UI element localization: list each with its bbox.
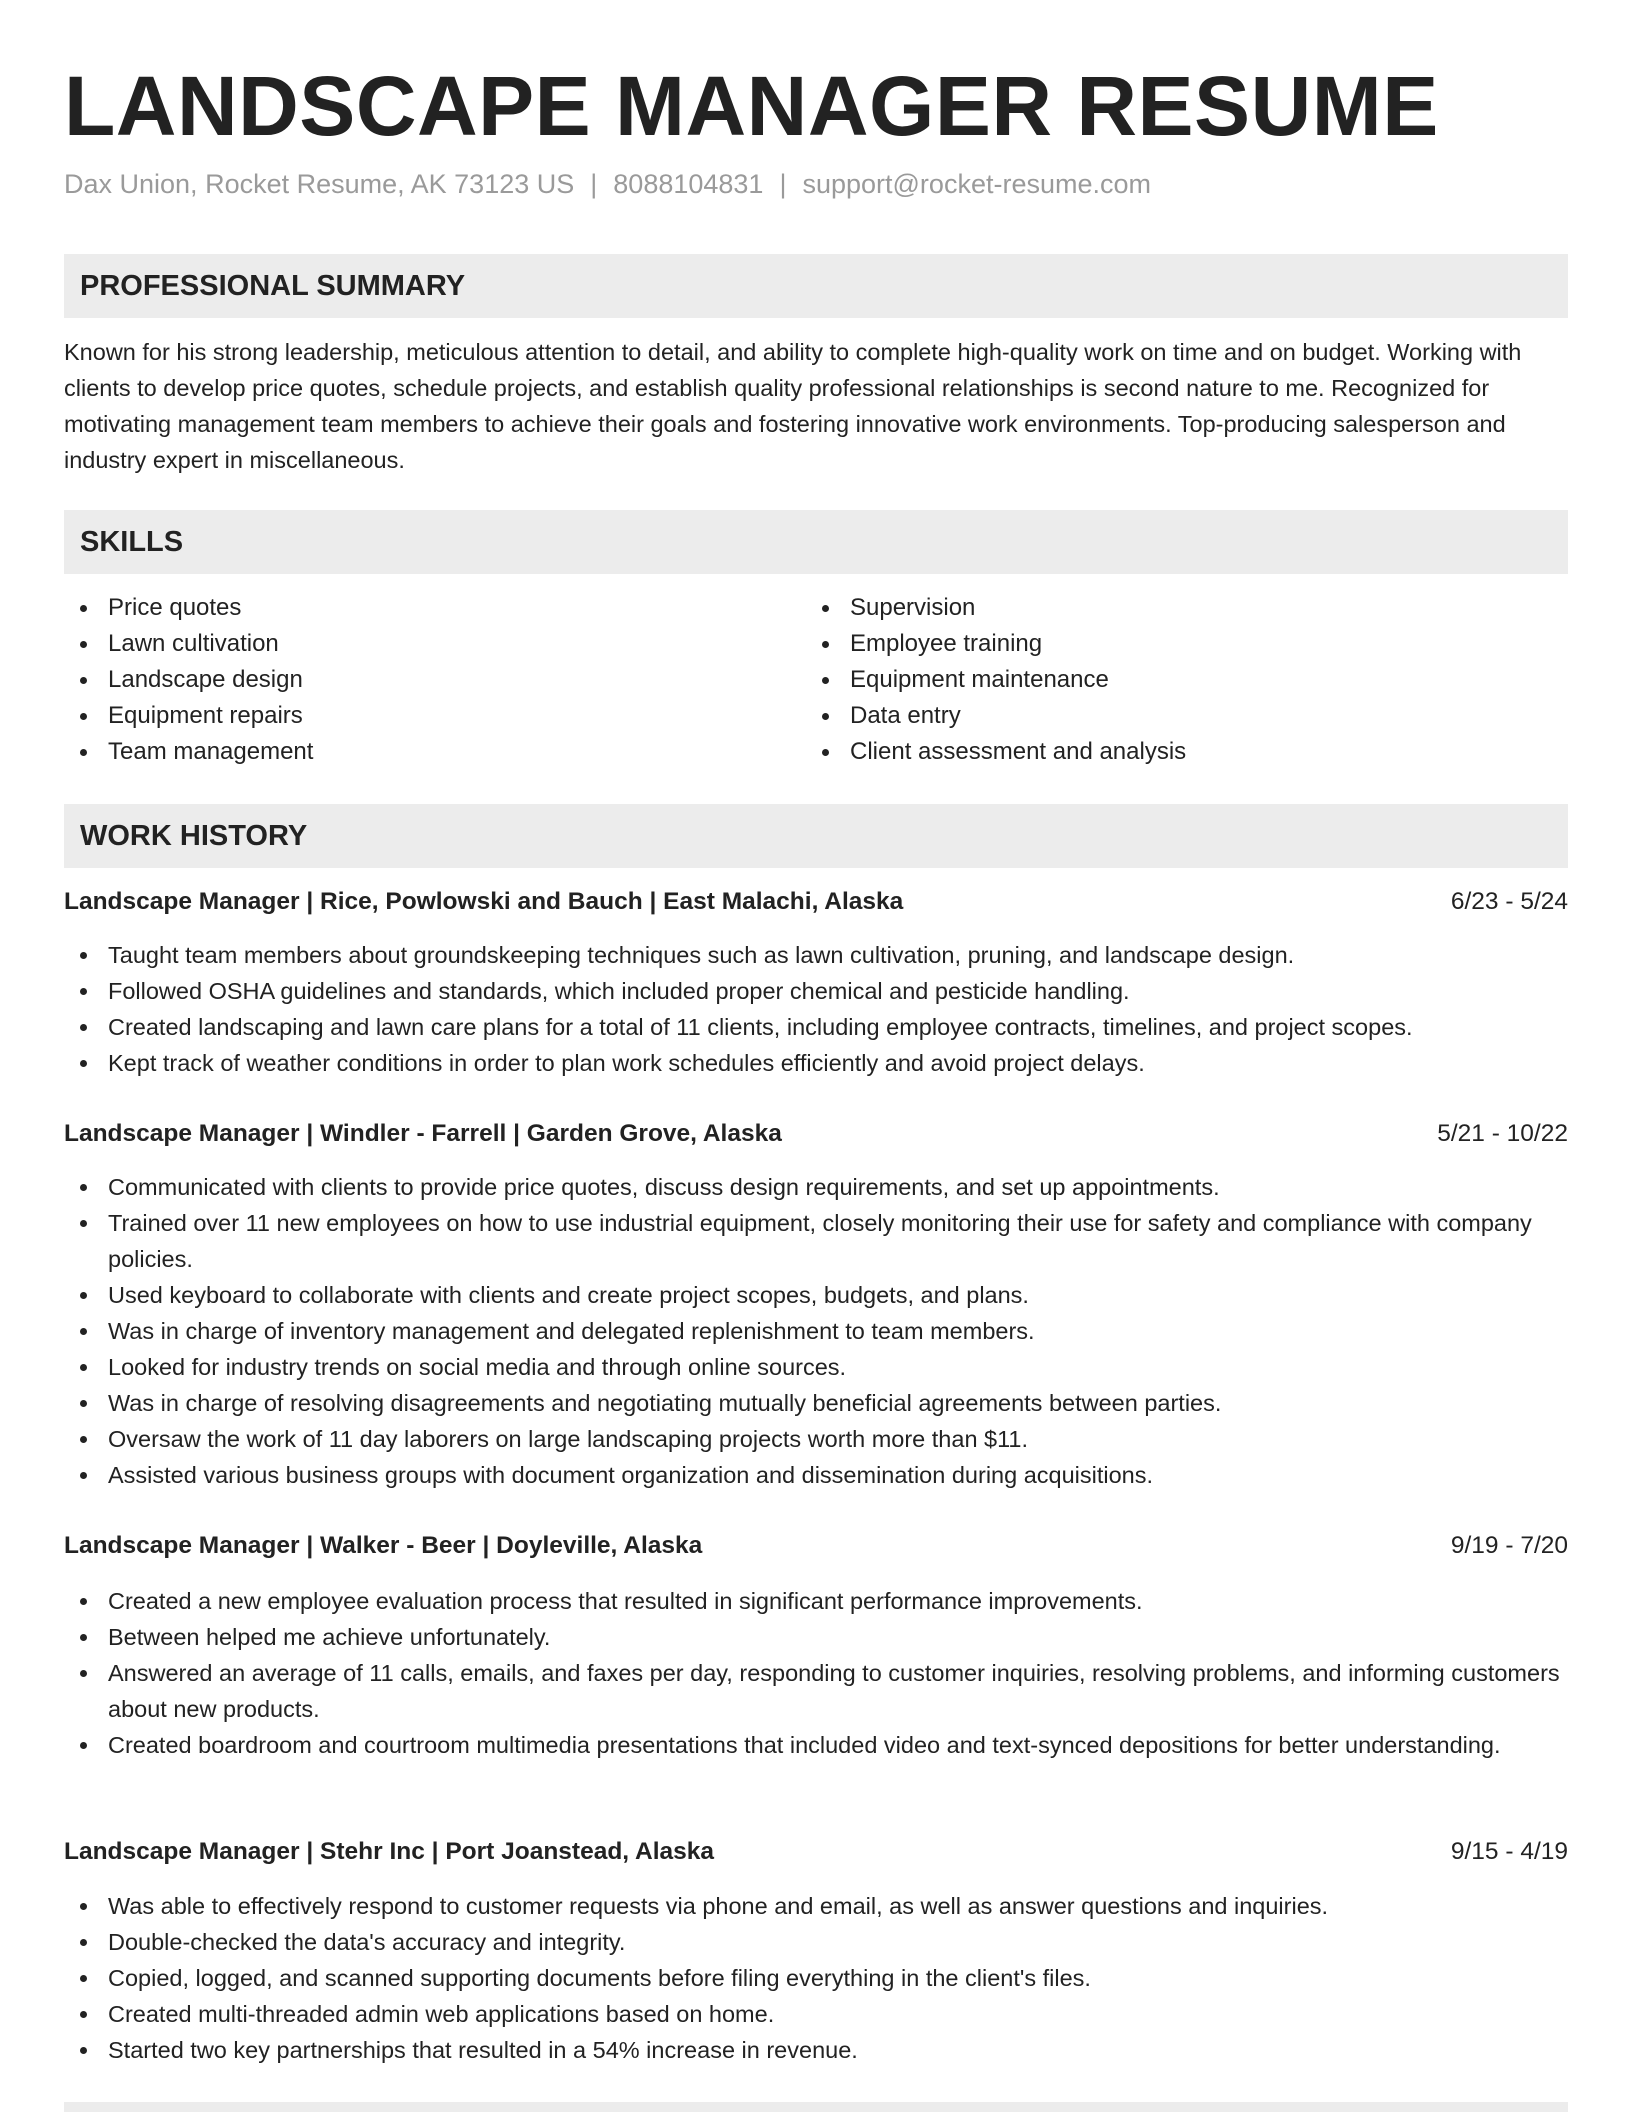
contact-separator: | xyxy=(779,169,787,199)
list-item: Created a new employee evaluation process that resulted in significant performance improvements. xyxy=(64,1583,1568,1619)
skill-item: Employee training xyxy=(806,626,1186,662)
skill-item: Equipment repairs xyxy=(64,698,313,734)
job-title: Landscape Manager | Rice, Powlowski and Bauch | East Malachi, Alaska xyxy=(64,888,904,915)
skill-item: Equipment maintenance xyxy=(806,662,1186,698)
section-title: WORK HISTORY xyxy=(80,820,308,852)
job-dates: 9/19 - 7/20 xyxy=(1450,1532,1568,1559)
skill-item: Landscape design xyxy=(64,662,313,698)
list-item: Started two key partnerships that resulted in a 54% increase in revenue. xyxy=(64,2032,1568,2068)
job-header xyxy=(64,1116,1568,1152)
skill-item: Team management xyxy=(64,734,313,770)
skills-list-left xyxy=(64,590,313,770)
contact-address: Dax Union, Rocket Resume, AK 73123 US xyxy=(64,169,575,199)
skill-item: Lawn cultivation xyxy=(64,626,313,662)
section-header-summary xyxy=(64,254,1568,318)
job-dates: 6/23 - 5/24 xyxy=(1450,888,1568,915)
section-title: SKILLS xyxy=(80,526,184,558)
list-item: Oversaw the work of 11 day laborers on large landscaping projects worth more than $11. xyxy=(64,1421,1568,1457)
list-item: Created boardroom and courtroom multimedia presentations that included video and text-synced depositions for better understanding. xyxy=(64,1727,1568,1763)
list-item: Kept track of weather conditions in order to plan work schedules efficiently and avoid project delays. xyxy=(64,1045,1568,1081)
list-item: Double-checked the data's accuracy and integrity. xyxy=(64,1924,1568,1960)
list-item: Used keyboard to collaborate with clients and create project scopes, budgets, and plans. xyxy=(64,1277,1568,1313)
job-dates: 9/15 - 4/19 xyxy=(1450,1838,1568,1865)
list-item: Was able to effectively respond to customer requests via phone and email, as well as answer questions and inquiries. xyxy=(64,1888,1568,1924)
list-item: Between helped me achieve unfortunately. xyxy=(64,1619,1568,1655)
skill-item: Client assessment and analysis xyxy=(806,734,1186,770)
contact-phone: 8088104831 xyxy=(613,169,764,199)
section-header-skills xyxy=(64,510,1568,574)
job-dates: 5/21 - 10/22 xyxy=(1437,1120,1568,1147)
list-item: Was in charge of resolving disagreements and negotiating mutually beneficial agreements between parties. xyxy=(64,1385,1568,1421)
list-item: Followed OSHA guidelines and standards, which included proper chemical and pesticide handling. xyxy=(64,973,1568,1009)
job-bullets xyxy=(64,1888,1568,2068)
list-item: Copied, logged, and scanned supporting documents before filing everything in the client's files. xyxy=(64,1960,1568,1996)
list-item: Created multi-threaded admin web applications based on home. xyxy=(64,1996,1568,2032)
section-header-work-history xyxy=(64,804,1568,868)
list-item: Assisted various business groups with document organization and dissemination during acquisitions. xyxy=(64,1457,1568,1493)
job-title: Landscape Manager | Walker - Beer | Doyleville, Alaska xyxy=(64,1532,703,1559)
list-item: Looked for industry trends on social media and through online sources. xyxy=(64,1349,1568,1385)
job-bullets xyxy=(64,1583,1568,1763)
job-bullets xyxy=(64,1169,1568,1493)
contact-separator: | xyxy=(590,169,598,199)
job-header xyxy=(64,1528,1568,1564)
skills-list-right xyxy=(806,590,1186,770)
list-item: Trained over 11 new employees on how to use industrial equipment, closely monitoring their use for safety and compliance with company policies. xyxy=(64,1205,1568,1277)
skill-item: Data entry xyxy=(806,698,1186,734)
list-item: Communicated with clients to provide price quotes, discuss design requirements, and set up appointments. xyxy=(64,1169,1568,1205)
job-bullets xyxy=(64,937,1568,1081)
list-item: Created landscaping and lawn care plans for a total of 11 clients, including employee contracts, timelines, and project scopes. xyxy=(64,1009,1568,1045)
contact-email: support@rocket-resume.com xyxy=(802,169,1151,199)
job-title: Landscape Manager | Windler - Farrell | Garden Grove, Alaska xyxy=(64,1120,782,1147)
skill-item: Price quotes xyxy=(64,590,313,626)
job-header xyxy=(64,1834,1568,1870)
list-item: Was in charge of inventory management and delegated replenishment to team members. xyxy=(64,1313,1568,1349)
list-item: Answered an average of 11 calls, emails, and faxes per day, responding to customer inquiries, resolving problems, and informing customers about new products. xyxy=(64,1655,1568,1727)
skill-item: Supervision xyxy=(806,590,1186,626)
section-header-next xyxy=(64,2102,1568,2112)
job-title: Landscape Manager | Stehr Inc | Port Joanstead, Alaska xyxy=(64,1838,715,1865)
job-header xyxy=(64,884,1568,920)
resume-title: LANDSCAPE MANAGER RESUME xyxy=(64,59,1439,153)
section-title: PROFESSIONAL SUMMARY xyxy=(80,270,466,302)
contact-line xyxy=(64,166,1151,202)
summary-text: Known for his strong leadership, meticulous attention to detail, and ability to complete high-quality work on time and on budget. Working with clients to develop price quotes, schedule projects, and establish quality professional relationships is second nature to me. Recognized for motivating management team members to achieve their goals and fostering innovative work environments. Top-producing salesperson and industry expert in miscellaneous. xyxy=(64,339,1522,473)
list-item: Taught team members about groundskeeping techniques such as lawn cultivation, pruning, and landscape design. xyxy=(64,937,1568,973)
